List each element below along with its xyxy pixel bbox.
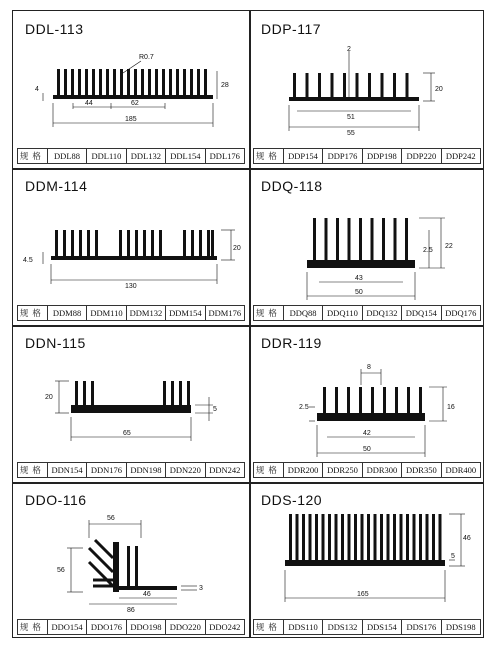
spec-cell: DDP220 [402,149,441,163]
heatsink-fin [187,381,190,405]
heatsink-fin [134,69,137,95]
heatsink-fin [99,69,102,95]
heatsink-fin [95,230,98,256]
spec-cell: DDS198 [445,622,476,632]
spec-table [17,148,245,164]
spec-cell: DDP242 [445,151,476,161]
dim-label: 56 [57,567,65,574]
spec-cell: DDN198 [127,463,166,477]
heatsink-fin [325,218,328,260]
heatsink-fin [383,387,386,413]
heatsink-fin [393,73,396,97]
heatsink-fin [127,230,130,256]
heatsink-fin [141,69,144,95]
heatsink-fin [176,69,179,95]
spec-cell: DDS132 [323,620,362,634]
heatsink-fin [323,387,326,413]
model-title: DDP-117 [261,21,322,37]
heatsink-fin [190,69,193,95]
dim-label: 56 [107,515,115,522]
heatsink-fin [419,514,422,560]
heatsink-fin [381,73,384,97]
heatsink-fin [71,230,74,256]
spec-cell: DDM132 [127,306,166,320]
heatsink-fin [127,69,130,95]
spec-cell: DDP198 [363,149,402,163]
heatsink-fin [380,514,383,560]
spec-cell: DDQ132 [363,306,402,320]
spec-table [253,462,481,478]
spec-label: 规格 [18,463,48,477]
heatsink-fin [341,514,344,560]
heatsink-fin [371,218,374,260]
spec-cell: DDM154 [166,306,205,320]
heatsink-fin [83,381,86,405]
spec-cell: DDR200 [284,463,323,477]
model-title: DDL-113 [25,21,84,37]
spec-cell: DDM110 [87,306,126,320]
heatsink-fin [356,73,359,97]
heatsink-profile-drawing [13,168,249,325]
spec-cell: DDO242 [209,622,241,632]
heatsink-fin [367,514,370,560]
heatsink-fin [79,230,82,256]
dim-label: 2 [347,46,351,53]
product-cell-ddl-113 [13,11,249,168]
heatsink-fin [55,230,58,256]
spec-cell: DDP154 [284,149,323,163]
heatsink-fin [135,230,138,256]
heatsink-fin [91,381,94,405]
dim-label: 20 [435,86,443,93]
dim-label: 185 [125,116,137,123]
spec-cell: DDO154 [48,620,87,634]
heatsink-fin [348,514,351,560]
dim-label: 46 [143,591,151,598]
spec-cell: DDL154 [166,149,205,163]
model-title: DDR-119 [261,335,322,351]
spec-cell: DDR300 [363,463,402,477]
spec-table [253,305,481,321]
dim-label: 20 [233,245,241,252]
heatsink-fin [113,69,116,95]
heatsink-fin [359,218,362,260]
dim-label: 55 [347,130,355,137]
product-cell-ddp-117 [249,11,485,168]
heatsink-fin [204,69,207,95]
spec-cell: DDR350 [402,463,441,477]
spec-label: 规格 [254,149,284,163]
spec-cell: DDQ176 [445,308,477,318]
product-cell-dds-120 [249,482,485,639]
heatsink-fin [395,387,398,413]
dim-label: 46 [463,535,471,542]
heatsink-profile-drawing [249,325,485,482]
dim-label: 4 [35,86,39,93]
product-cell-ddq-118 [249,168,485,325]
dim-label: 43 [355,275,363,282]
dim-label: 22 [445,243,453,250]
heatsink-fin [331,73,334,97]
spec-table [253,148,481,164]
heatsink-fin [328,514,331,560]
spec-cell: DDQ88 [284,306,323,320]
product-cell-ddr-119 [249,325,485,482]
dim-label: 50 [355,289,363,296]
heatsink-fin [313,218,316,260]
spec-cell: DDL176 [209,151,240,161]
heatsink-fin [106,69,109,95]
heatsink-profile-drawing [13,11,249,168]
heatsink-fin [354,514,357,560]
heatsink-fin [169,69,172,95]
heatsink-fin [207,230,210,256]
spec-cell: DDN154 [48,463,87,477]
heatsink-fin [394,218,397,260]
heatsink-fin [57,69,60,95]
dim-label: 8 [367,364,371,371]
heatsink-fin [179,381,182,405]
spec-table [17,462,245,478]
spec-cell: DDS154 [363,620,402,634]
spec-cell: DDO220 [166,620,205,634]
heatsink-fin [361,514,364,560]
heatsink-fin [120,69,123,95]
heatsink-fin [439,514,442,560]
heatsink-fin [347,387,350,413]
heatsink-fin [393,514,396,560]
heatsink-fin [318,73,321,97]
heatsink-fin [371,387,374,413]
spec-cell: DDN176 [87,463,126,477]
dim-label: 130 [125,283,137,290]
dim-label: 28 [221,82,229,89]
heatsink-fin [293,73,296,97]
heatsink-fin [348,218,351,260]
heatsink-fin [315,514,318,560]
spec-cell: DDS110 [284,620,323,634]
heatsink-fin [343,73,346,97]
spec-label: 规格 [254,620,284,634]
model-title: DDM-114 [25,178,88,194]
heatsink-fin [374,514,377,560]
spec-cell: DDM176 [208,308,242,318]
model-title: DDN-115 [25,335,86,351]
heatsink-fin [419,387,422,413]
heatsink-fin [400,514,403,560]
heatsink-fin [336,218,339,260]
product-cell-ddo-116 [13,482,249,639]
heatsink-fin [289,514,292,560]
dim-label: 65 [123,430,131,437]
dim-label: 5 [451,553,455,560]
dim-label: 4.5 [23,257,33,264]
heatsink-fin [211,230,214,256]
model-title: DDQ-118 [261,178,323,194]
heatsink-fin [87,230,90,256]
spec-cell: DDO176 [87,620,126,634]
heatsink-fin [406,73,409,97]
dim-label: 51 [347,114,355,121]
heatsink-fin [359,387,362,413]
spec-cell: DDQ154 [402,306,441,320]
heatsink-fin [71,69,74,95]
heatsink-fin [302,514,305,560]
spec-cell: DDL132 [127,149,166,163]
product-cell-ddn-115 [13,325,249,482]
spec-label: 规格 [254,463,284,477]
heatsink-fin [322,514,325,560]
heatsink-fin [309,514,312,560]
spec-cell: DDS176 [402,620,441,634]
heatsink-fin [368,73,371,97]
product-cell-ddm-114 [13,168,249,325]
model-title: DDO-116 [25,492,87,508]
heatsink-fin [191,230,194,256]
heatsink-profile-drawing [13,325,249,482]
heatsink-profile-drawing [13,482,249,639]
spec-cell: DDN220 [166,463,205,477]
heatsink-fin [296,514,299,560]
heatsink-fin [306,73,309,97]
dim-label: 62 [131,100,139,107]
dim-label: 165 [357,591,369,598]
heatsink-fin [85,69,88,95]
spec-cell: DDM88 [48,306,87,320]
heatsink-fin [382,218,385,260]
dim-label: 2.5 [299,404,309,411]
spec-cell: DDL110 [87,149,126,163]
heatsink-fin [143,230,146,256]
heatsink-profile-drawing [249,168,485,325]
dim-label: 20 [45,394,53,401]
heatsink-fin [171,381,174,405]
heatsink-fin [148,69,151,95]
spec-cell: DDN242 [209,465,241,475]
heatsink-fin [63,230,66,256]
dim-label: 3 [199,585,203,592]
heatsink-fin [78,69,81,95]
heatsink-fin [405,218,408,260]
dim-label: 42 [363,430,371,437]
heatsink-fin [335,387,338,413]
catalog-sheet [12,10,484,638]
heatsink-profile-drawing [249,482,485,639]
dim-label: 16 [447,404,455,411]
heatsink-fin [183,230,186,256]
heatsink-fin [119,230,122,256]
heatsink-fin [75,381,78,405]
spec-cell: DDR250 [323,463,362,477]
dim-label: R0.7 [139,54,154,61]
spec-table [17,619,245,635]
dim-label: 5 [213,406,217,413]
heatsink-fin [92,69,95,95]
spec-table [17,305,245,321]
heatsink-fin [163,381,166,405]
heatsink-fin [159,230,162,256]
heatsink-fin [162,69,165,95]
heatsink-fin [335,514,338,560]
heatsink-fin [64,69,67,95]
spec-label: 规格 [18,620,48,634]
heatsink-fin [155,69,158,95]
spec-label: 规格 [18,149,48,163]
spec-label: 规格 [18,306,48,320]
heatsink-fin [407,387,410,413]
heatsink-fin [199,230,202,256]
dim-label: 44 [85,100,93,107]
spec-cell: DDP176 [323,149,362,163]
dim-label: 50 [363,446,371,453]
heatsink-profile-drawing [249,11,485,168]
heatsink-fin [413,514,416,560]
dim-label: 2.5 [423,247,433,254]
heatsink-fin [387,514,390,560]
heatsink-fin [406,514,409,560]
heatsink-fin [426,514,429,560]
heatsink-fin [432,514,435,560]
spec-table [253,619,481,635]
heatsink-fin [197,69,200,95]
spec-cell: DDR400 [445,465,477,475]
spec-cell: DDL88 [48,149,87,163]
model-title: DDS-120 [261,492,323,508]
spec-cell: DDQ110 [323,306,362,320]
dim-label: 86 [127,607,135,614]
spec-cell: DDO198 [127,620,166,634]
heatsink-fin [151,230,154,256]
heatsink-fin [183,69,186,95]
spec-label: 规格 [254,306,284,320]
